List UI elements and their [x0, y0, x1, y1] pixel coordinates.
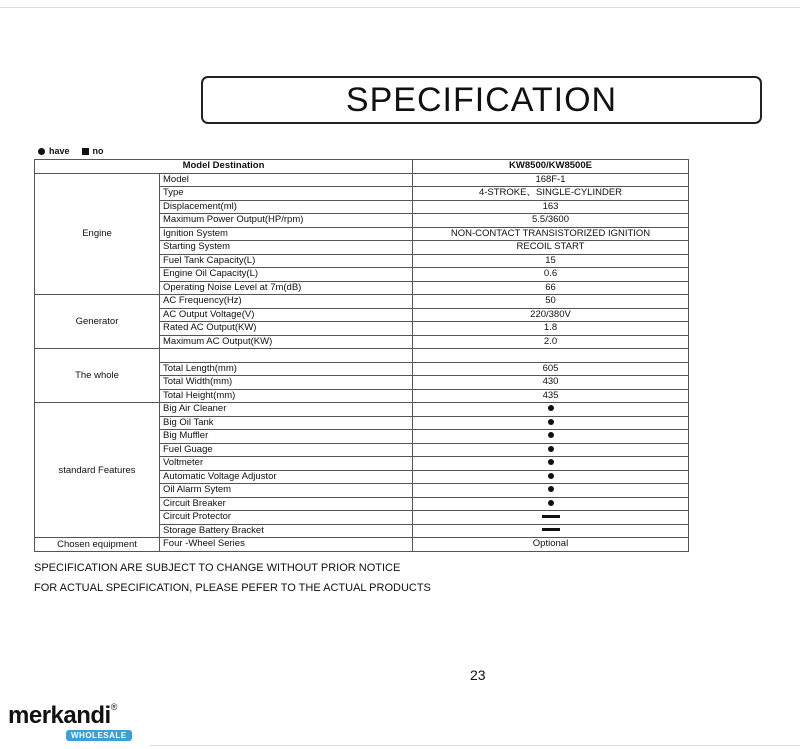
row-mark [413, 443, 689, 457]
row-label: Oil Alarm Sytem [160, 484, 413, 498]
row-label: Four -Wheel Series [160, 538, 413, 552]
row-value: 220/380V [413, 308, 689, 322]
watermark-badge: WHOLESALE [66, 730, 132, 741]
row-mark [413, 416, 689, 430]
table-row [35, 538, 689, 552]
no-square-icon [82, 148, 89, 155]
legend-have-label: have [49, 146, 70, 156]
row-value: 50 [413, 295, 689, 309]
have-dot-icon [548, 419, 554, 425]
row-label [160, 349, 413, 363]
row-value: 163 [413, 200, 689, 214]
row-label: Operating Noise Level at 7m(dB) [160, 281, 413, 295]
row-value: RECOIL START [413, 241, 689, 255]
row-value: 605 [413, 362, 689, 376]
legend-no-label: no [92, 146, 104, 156]
table-row [35, 295, 689, 309]
header-label: Model Destination [35, 160, 413, 174]
have-dot-icon [548, 473, 554, 479]
row-value [413, 349, 689, 363]
page-title: SPECIFICATION [345, 80, 618, 119]
group-label: standard Features [35, 403, 160, 538]
have-dot-icon [548, 446, 554, 452]
have-dot-icon [548, 500, 554, 506]
row-value: 15 [413, 254, 689, 268]
row-value: 0.6 [413, 268, 689, 282]
have-dot-icon [548, 459, 554, 465]
row-label: Type [160, 187, 413, 201]
group-label: Engine [35, 173, 160, 295]
no-bar-icon [542, 515, 560, 518]
specification-table [34, 159, 689, 552]
row-value: NON-CONTACT TRANSISTORIZED IGNITION [413, 227, 689, 241]
row-value: 168F-1 [413, 173, 689, 187]
title-box [201, 76, 762, 124]
row-label: Total Width(mm) [160, 376, 413, 390]
row-value: 1.8 [413, 322, 689, 336]
watermark-word: merkandi [8, 702, 111, 729]
have-dot-icon [548, 432, 554, 438]
row-label: Storage Battery Bracket [160, 524, 413, 538]
bottom-divider [150, 745, 800, 746]
row-value: Optional [413, 538, 689, 552]
have-dot-icon [548, 486, 554, 492]
watermark-logo [8, 702, 127, 740]
row-label: Voltmeter [160, 457, 413, 471]
row-label: AC Frequency(Hz) [160, 295, 413, 309]
row-label: Total Length(mm) [160, 362, 413, 376]
table-header-row [35, 160, 689, 174]
row-value: 5.5/3600 [413, 214, 689, 228]
notice-line-2: FOR ACTUAL SPECIFICATION, PLEASE PEFER TO THE ACTUAL PRODUCTS [34, 582, 431, 594]
row-label: Ignition System [160, 227, 413, 241]
legend [38, 146, 104, 156]
row-value: 4-STROKE、SINGLE-CYLINDER [413, 187, 689, 201]
row-label: Rated AC Output(KW) [160, 322, 413, 336]
row-mark [413, 497, 689, 511]
table-row [35, 349, 689, 363]
row-label: Fuel Tank Capacity(L) [160, 254, 413, 268]
row-label: Fuel Guage [160, 443, 413, 457]
header-value: KW8500/KW8500E [413, 160, 689, 174]
row-label: Maximum Power Output(HP/rpm) [160, 214, 413, 228]
no-bar-icon [542, 528, 560, 531]
row-value: 430 [413, 376, 689, 390]
row-mark [413, 403, 689, 417]
row-label: Starting System [160, 241, 413, 255]
row-mark [413, 430, 689, 444]
group-label: The whole [35, 349, 160, 403]
registered-icon: ® [110, 702, 118, 712]
row-value: 2.0 [413, 335, 689, 349]
row-label: Big Muffler [160, 430, 413, 444]
group-label: Generator [35, 295, 160, 349]
row-value: 66 [413, 281, 689, 295]
row-label: Model [160, 173, 413, 187]
notice-line-1: SPECIFICATION ARE SUBJECT TO CHANGE WITHOUT PRIOR NOTICE [34, 562, 401, 574]
row-label: AC Output Voltage(V) [160, 308, 413, 322]
page-number: 23 [470, 667, 486, 683]
row-label: Total Height(mm) [160, 389, 413, 403]
table-row [35, 173, 689, 187]
row-label: Big Oil Tank [160, 416, 413, 430]
group-label: Chosen equipment [35, 538, 160, 552]
row-label: Maximum AC Output(KW) [160, 335, 413, 349]
row-label: Circuit Breaker [160, 497, 413, 511]
top-divider [0, 7, 800, 8]
have-dot-icon [38, 148, 45, 155]
row-value: 435 [413, 389, 689, 403]
row-mark [413, 470, 689, 484]
row-mark [413, 484, 689, 498]
have-dot-icon [548, 405, 554, 411]
row-label: Displacement(ml) [160, 200, 413, 214]
row-mark [413, 524, 689, 538]
row-label: Engine Oil Capacity(L) [160, 268, 413, 282]
row-label: Big Air Cleaner [160, 403, 413, 417]
row-label: Automatic Voltage Adjustor [160, 470, 413, 484]
row-label: Circuit Protector [160, 511, 413, 525]
row-mark [413, 457, 689, 471]
table-row [35, 403, 689, 417]
row-mark [413, 511, 689, 525]
